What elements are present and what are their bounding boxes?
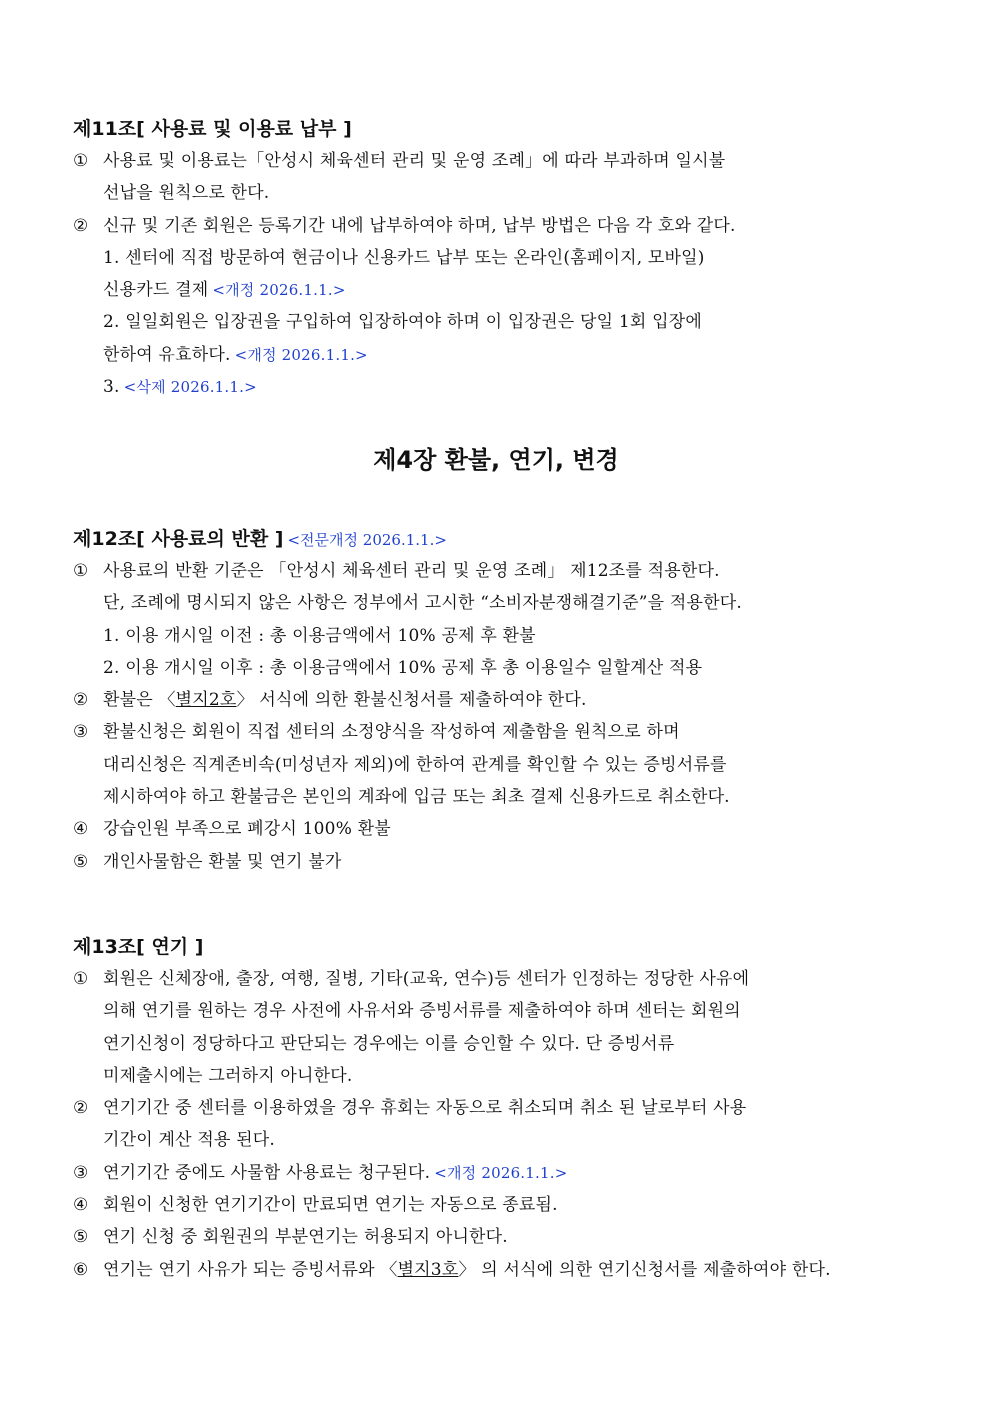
article-11-para-1-cont: 선납을 원칙으로 한다. <box>103 183 270 204</box>
article-13-para-6: ⑥ 연기는 연기 사유가 되는 증빙서류와 〈별지3호〉 의 서식에 의한 연기신청서를 제출하여야 한다. <box>73 1259 831 1280</box>
article-13-para-4: ④ 회원이 신청한 연기기간이 만료되면 연기는 자동으로 종료됨. <box>73 1195 558 1216</box>
article-13-para-1-cont: 미제출시에는 그러하지 아니한다. <box>103 1065 353 1086</box>
article-13-para-2: ② 연기기간 중 센터를 이용하였을 경우 휴회는 자동으로 취소되며 취소 된 날로부터 사용 <box>73 1098 747 1119</box>
article-12-para-3-cont: 대리신청은 직계존비속(미성년자 제외)에 한하여 관계를 확인할 수 있는 증빙서류를 <box>103 754 727 775</box>
amendment-note: <전문개정 2026.1.1.> <box>287 531 447 549</box>
form-3-link[interactable]: 별지3호 <box>397 1259 459 1280</box>
article-12-para-3-cont: 제시하여야 하고 환불금은 본인의 계좌에 입금 또는 최초 결제 신용카드로 취소한다. <box>103 787 730 808</box>
article-11-item-3: 3. <삭제 2026.1.1.> <box>103 377 257 398</box>
article-11-para-2: ② 신규 및 기존 회원은 등록기간 내에 납부하여야 하며, 납부 방법은 다음 각 호와 같다. <box>73 215 736 236</box>
deletion-note: <삭제 2026.1.1.> <box>123 378 257 397</box>
article-12-item-2: 2. 이용 개시일 이후 : 총 이용금액에서 10% 공제 후 총 이용일수 일할계산 적용 <box>103 657 703 678</box>
article-12-title: 제12조[ 사용료의 반환 ] <전문개정 2026.1.1.> <box>73 528 447 550</box>
article-13-para-3: ③ 연기기간 중에도 사물함 사용료는 청구된다. <개정 2026.1.1.> <box>73 1162 568 1183</box>
article-12-para-3: ③ 환불신청은 회원이 직접 센터의 소정양식을 작성하여 제출함을 원칙으로 하며 <box>73 722 680 743</box>
article-11-item-2-cont: 한하여 유효하다. <개정 2026.1.1.> <box>103 344 368 365</box>
article-13 <box>73 935 933 1286</box>
form-2-link[interactable]: 별지2호 <box>175 690 237 711</box>
article-11-para-1: ① 사용료 및 이용료는「안성시 체육센터 관리 및 운영 조례」에 따라 부과하며 일시불 <box>73 151 726 171</box>
article-12-item-1: 1. 이용 개시일 이전 : 총 이용금액에서 10% 공제 후 환불 <box>103 625 536 646</box>
article-12-para-1-cont: 단, 조례에 명시되지 않은 사항은 정부에서 고시한 “소비자분쟁해결기준”을 적용한다. <box>103 593 742 614</box>
article-12-para-4: ④ 강습인원 부족으로 폐강시 100% 환불 <box>73 819 391 840</box>
article-13-para-1: ① 회원은 신체장애, 출장, 여행, 질병, 기타(교육, 연수)등 센터가 인정하는 정당한 사유에 <box>73 969 750 989</box>
article-11-item-2: 2. 일일회원은 입장권을 구입하여 입장하여야 하며 이 입장권은 당일 1회 입장에 <box>103 312 702 333</box>
article-13-para-2-cont: 기간이 계산 적용 된다. <box>103 1130 276 1151</box>
article-11-title: 제11조[ 사용료 및 이용료 납부 ] <box>73 118 352 140</box>
amendment-note: <개정 2026.1.1.> <box>234 345 368 364</box>
amendment-note: <개정 2026.1.1.> <box>434 1163 568 1182</box>
article-11-item-1: 1. 센터에 직접 방문하여 현금이나 신용카드 납부 또는 온라인(홈페이지, 모바일) <box>103 247 705 268</box>
article-11-item-1-cont: 신용카드 결제 <개정 2026.1.1.> <box>103 280 346 301</box>
article-12-para-5: ⑤ 개인사물함은 환불 및 연기 불가 <box>73 851 342 872</box>
article-13-para-1-cont: 연기신청이 정당하다고 판단되는 경우에는 이를 승인할 수 있다. 단 증빙서류 <box>103 1033 675 1054</box>
chapter-4-heading: 제4장 환불, 연기, 변경 <box>373 446 619 474</box>
amendment-note: <개정 2026.1.1.> <box>212 281 346 300</box>
article-13-para-1-cont: 의해 연기를 원하는 경우 사전에 사유서와 증빙서류를 제출하여야 하며 센터는 회원의 <box>103 1001 741 1022</box>
article-12 <box>73 527 933 878</box>
article-13-para-5: ⑤ 연기 신청 중 회원권의 부분연기는 허용되지 아니한다. <box>73 1227 508 1248</box>
article-12-para-2: ② 환불은 〈별지2호〉 서식에 의한 환불신청서를 제출하여야 한다. <box>73 690 587 711</box>
article-12-para-1: ① 사용료의 반환 기준은 「안성시 체육센터 관리 및 운영 조례」 제12조를 적용한다. <box>73 561 720 581</box>
article-11 <box>73 117 933 403</box>
article-13-title: 제13조[ 연기 ] <box>73 936 204 958</box>
